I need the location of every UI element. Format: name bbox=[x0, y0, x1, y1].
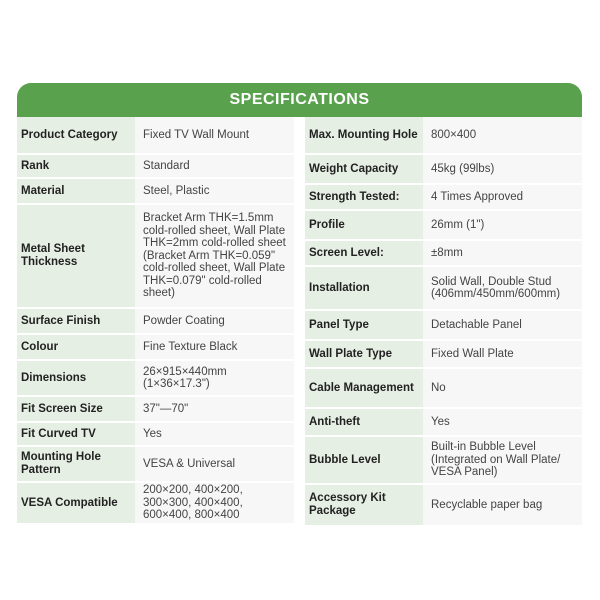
spec-row bbox=[17, 309, 294, 335]
spec-value: Standard bbox=[143, 159, 190, 172]
spec-value: No bbox=[431, 381, 446, 394]
spec-label: Installation bbox=[305, 267, 423, 309]
spec-value: ±8mm bbox=[431, 246, 463, 259]
spec-label: Surface Finish bbox=[17, 309, 135, 333]
spec-columns bbox=[17, 117, 582, 527]
spec-label: VESA Compatible bbox=[17, 483, 135, 523]
spec-label: Cable Management bbox=[305, 369, 423, 407]
spec-row bbox=[305, 155, 582, 185]
spec-value: Solid Wall, Double Stud (406mm/450mm/600mm) bbox=[431, 275, 561, 300]
spec-value: Yes bbox=[431, 415, 450, 428]
spec-row bbox=[305, 369, 582, 409]
spec-label: Wall Plate Type bbox=[305, 341, 423, 367]
spec-value: 26×915×440mm (1×36×17.3") bbox=[143, 365, 227, 390]
spec-label: Profile bbox=[305, 211, 423, 239]
spec-label: Screen Level: bbox=[305, 241, 423, 265]
spec-value: 37"—70" bbox=[143, 402, 189, 415]
spec-row bbox=[17, 155, 294, 179]
spec-label: Dimensions bbox=[17, 361, 135, 395]
spec-value: 26mm (1") bbox=[431, 218, 485, 231]
spec-row bbox=[17, 447, 294, 483]
spec-value: Bracket Arm THK=1.5mm cold-rolled sheet, Wall Plate THK=2mm cold-rolled sheet (Bracket Arm THK=0.059" cold-rolled sheet, Wall Plate THK=0.079" cold-rolled sheet) bbox=[143, 212, 286, 300]
spec-row bbox=[305, 117, 582, 155]
spec-row bbox=[17, 179, 294, 205]
spec-value: Fixed TV Wall Mount bbox=[143, 128, 250, 141]
specifications-sheet bbox=[17, 83, 582, 527]
spec-label: Fit Curved TV bbox=[17, 423, 135, 445]
spec-row bbox=[305, 437, 582, 485]
spec-label: Accessory Kit Package bbox=[305, 485, 423, 525]
spec-value: Powder Coating bbox=[143, 314, 225, 327]
spec-column-left bbox=[17, 117, 294, 527]
spec-row bbox=[305, 341, 582, 369]
spec-row bbox=[305, 485, 582, 527]
spec-value: Fine Texture Black bbox=[143, 340, 238, 353]
spec-row bbox=[305, 185, 582, 211]
spec-row bbox=[17, 205, 294, 309]
spec-row bbox=[17, 361, 294, 397]
spec-value: Steel, Plastic bbox=[143, 184, 210, 197]
spec-label: Colour bbox=[17, 335, 135, 359]
spec-label: Max. Mounting Hole bbox=[305, 117, 423, 153]
spec-label: Weight Capacity bbox=[305, 155, 423, 183]
spec-label: Rank bbox=[17, 155, 135, 177]
spec-label: Strength Tested: bbox=[305, 185, 423, 209]
spec-label: Mounting Hole Pattern bbox=[17, 447, 135, 481]
spec-value: Yes bbox=[143, 427, 162, 440]
spec-row bbox=[305, 267, 582, 311]
spec-row bbox=[305, 211, 582, 241]
spec-label: Material bbox=[17, 179, 135, 203]
spec-row bbox=[305, 241, 582, 267]
spec-value: 200×200, 400×200, 300×300, 400×400, 600×400, 800×400 bbox=[143, 484, 243, 522]
spec-label: Fit Screen Size bbox=[17, 397, 135, 421]
spec-value: 800×400 bbox=[431, 128, 477, 141]
spec-value: 4 Times Approved bbox=[431, 190, 524, 203]
spec-label: Product Category bbox=[17, 117, 135, 153]
spec-value: 45kg (99lbs) bbox=[431, 162, 495, 175]
spec-value: VESA & Universal bbox=[143, 457, 236, 470]
spec-value: Built-in Bubble Level (Integrated on Wall Plate/ VESA Panel) bbox=[431, 441, 561, 479]
spec-value: Recyclable paper bag bbox=[431, 498, 543, 511]
spec-value: Fixed Wall Plate bbox=[431, 347, 514, 360]
spec-row bbox=[17, 423, 294, 447]
spec-row bbox=[17, 117, 294, 155]
spec-column-right bbox=[305, 117, 582, 527]
spec-label: Bubble Level bbox=[305, 437, 423, 483]
spec-row bbox=[305, 409, 582, 437]
spec-label: Metal Sheet Thickness bbox=[17, 205, 135, 307]
spec-row bbox=[305, 311, 582, 341]
specifications-title: SPECIFICATIONS bbox=[17, 83, 582, 117]
spec-label: Anti-theft bbox=[305, 409, 423, 435]
spec-row bbox=[17, 335, 294, 361]
spec-row bbox=[17, 397, 294, 423]
spec-row bbox=[17, 483, 294, 525]
spec-value: Detachable Panel bbox=[431, 318, 522, 331]
spec-label: Panel Type bbox=[305, 311, 423, 339]
